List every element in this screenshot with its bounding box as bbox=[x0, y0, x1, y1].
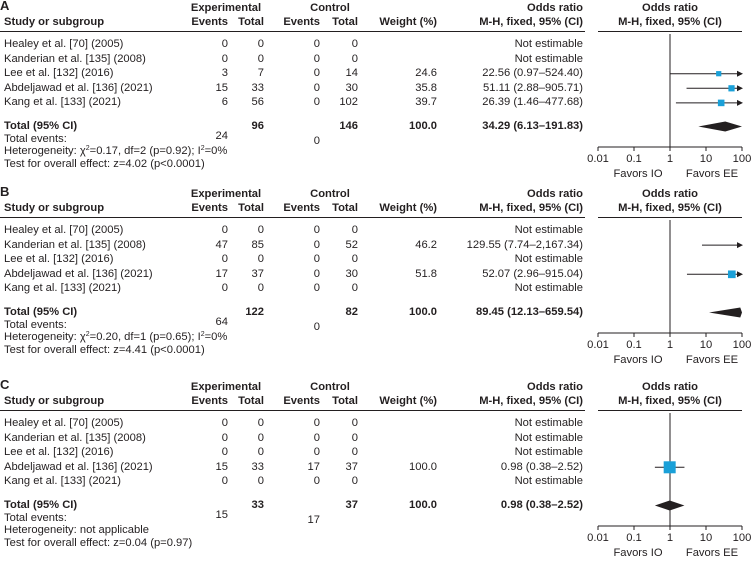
x-tick-label: 100 bbox=[732, 532, 752, 544]
x-tick-label: 1 bbox=[666, 339, 674, 351]
weight-value: 51.8 bbox=[415, 267, 437, 280]
exp-total: 7 bbox=[257, 67, 264, 80]
or-text-header-1: Odds ratio bbox=[527, 188, 583, 200]
ctl-events: 0 bbox=[313, 224, 320, 236]
or-text: Not estimable bbox=[514, 417, 583, 429]
x-tick-label: 0.01 bbox=[587, 153, 609, 165]
study-name: Healey et al. [70] (2005) bbox=[4, 38, 124, 50]
weight-header: Weight (%) bbox=[379, 202, 437, 214]
ctl-total: 102 bbox=[339, 96, 358, 109]
total-exp: 96 bbox=[251, 120, 264, 132]
or-text: 51.11 (2.88–905.71) bbox=[483, 81, 583, 94]
or-text-header-2: M-H, fixed, 95% (CI) bbox=[479, 16, 583, 28]
exp-total-header: Total bbox=[238, 395, 264, 407]
exp-total: 0 bbox=[257, 446, 264, 459]
total-events-label: Total events: bbox=[4, 319, 67, 331]
total-weight: 100.0 bbox=[409, 499, 437, 511]
total-weight: 100.0 bbox=[409, 306, 437, 318]
or-text: Not estimable bbox=[514, 52, 583, 65]
exp-total: 0 bbox=[257, 52, 264, 65]
ctl-total: 0 bbox=[351, 52, 358, 65]
favors-right-label: Favors EE bbox=[685, 547, 739, 559]
overall-effect-text: Test for overall effect: z=4.02 (p<0.0001) bbox=[4, 158, 205, 170]
study-name: Lee et al. [132] (2016) bbox=[4, 446, 114, 459]
study-header: Study or subgroup bbox=[4, 16, 105, 28]
total-events-label: Total events: bbox=[4, 512, 67, 524]
study-name: Lee et al. [132] (2016) bbox=[4, 253, 114, 266]
x-tick-label: 0.01 bbox=[587, 339, 609, 351]
heterogeneity-prefix: Heterogeneity: not applicable bbox=[4, 524, 149, 536]
x-tick-label: 100 bbox=[732, 153, 752, 165]
ctl-total: 0 bbox=[351, 224, 358, 236]
total-exp: 122 bbox=[245, 306, 264, 318]
exp-events: 0 bbox=[221, 475, 228, 488]
exp-events-header: Events bbox=[191, 395, 228, 407]
heterogeneity-sup2: 2 bbox=[200, 145, 205, 152]
heterogeneity-suffix: =0% bbox=[204, 331, 228, 343]
heterogeneity-suffix: =0% bbox=[204, 145, 228, 157]
or-text-header-2: M-H, fixed, 95% (CI) bbox=[479, 202, 583, 214]
experimental-header: Experimental bbox=[190, 2, 262, 14]
exp-total: 33 bbox=[251, 81, 264, 94]
or-text: 22.56 (0.97–524.40) bbox=[482, 67, 583, 80]
study-name: Healey et al. [70] (2005) bbox=[4, 224, 124, 236]
favors-right-label: Favors EE bbox=[685, 168, 739, 180]
ctl-total: 0 bbox=[351, 282, 358, 295]
total-events-ctl: 17 bbox=[307, 514, 320, 526]
or-text: 26.39 (1.46–477.68) bbox=[482, 96, 583, 109]
ctl-events-header: Events bbox=[283, 16, 320, 28]
study-name: Lee et al. [132] (2016) bbox=[4, 67, 114, 80]
total-label: Total (95% CI) bbox=[4, 120, 78, 132]
study-header: Study or subgroup bbox=[4, 202, 105, 214]
or-text: Not estimable bbox=[514, 431, 583, 444]
exp-events-header: Events bbox=[191, 202, 228, 214]
total-events-ctl: 0 bbox=[313, 135, 320, 147]
total-or-text: 0.98 (0.38–2.52) bbox=[500, 499, 583, 511]
ctl-events: 0 bbox=[313, 431, 320, 444]
x-tick-label: 1 bbox=[666, 153, 674, 165]
control-header: Control bbox=[310, 2, 350, 14]
exp-total: 0 bbox=[257, 417, 264, 429]
or-text: Not estimable bbox=[514, 446, 583, 459]
exp-total-header: Total bbox=[238, 202, 264, 214]
ctl-events: 0 bbox=[313, 475, 320, 488]
heterogeneity-mid: =0.20, df=1 (p=0.65); I bbox=[89, 331, 201, 343]
ctl-total: 0 bbox=[351, 446, 358, 459]
weight-value: 100.0 bbox=[409, 460, 437, 473]
or-plot-header-1: Odds ratio bbox=[642, 2, 698, 14]
total-exp: 33 bbox=[251, 499, 264, 511]
overall-effect-text: Test for overall effect: z=4.41 (p<0.0001) bbox=[4, 344, 205, 356]
ctl-total: 52 bbox=[345, 238, 358, 251]
ctl-events-header: Events bbox=[283, 202, 320, 214]
favors-left-label: Favors IO bbox=[613, 547, 663, 559]
exp-events: 15 bbox=[215, 460, 228, 473]
study-name: Kang et al. [133] (2021) bbox=[4, 96, 121, 109]
x-tick-label: 0.1 bbox=[626, 532, 642, 544]
exp-events: 17 bbox=[215, 267, 228, 280]
heterogeneity-mid: =0.17, df=2 (p=0.92); I bbox=[89, 145, 201, 157]
ctl-total: 14 bbox=[345, 67, 358, 80]
or-text-header-1: Odds ratio bbox=[527, 381, 583, 393]
ctl-total: 30 bbox=[345, 267, 358, 280]
or-plot-header-1: Odds ratio bbox=[642, 188, 698, 200]
favors-left-label: Favors IO bbox=[613, 354, 663, 366]
exp-total: 0 bbox=[257, 282, 264, 295]
study-header: Study or subgroup bbox=[4, 395, 105, 407]
total-weight: 100.0 bbox=[409, 120, 437, 132]
total-ctl: 146 bbox=[339, 120, 358, 132]
ctl-events: 0 bbox=[313, 38, 320, 50]
heterogeneity-sup: 2 bbox=[85, 145, 90, 152]
exp-events: 0 bbox=[221, 446, 228, 459]
total-events-exp: 24 bbox=[215, 130, 228, 142]
exp-events: 0 bbox=[221, 253, 228, 266]
exp-events-header: Events bbox=[191, 16, 228, 28]
exp-events: 15 bbox=[215, 81, 228, 94]
total-label: Total (95% CI) bbox=[4, 306, 78, 318]
weight-header: Weight (%) bbox=[379, 16, 437, 28]
exp-events: 6 bbox=[221, 96, 228, 109]
ctl-events: 0 bbox=[313, 267, 320, 280]
total-or-text: 34.29 (6.13–191.83) bbox=[482, 120, 583, 132]
ctl-events: 0 bbox=[313, 81, 320, 94]
exp-total: 85 bbox=[251, 238, 264, 251]
exp-events: 0 bbox=[221, 38, 228, 50]
exp-total: 37 bbox=[251, 267, 264, 280]
exp-total: 0 bbox=[257, 475, 264, 488]
study-name: Kanderian et al. [135] (2008) bbox=[4, 52, 146, 65]
study-name: Abdeljawad et al. [136] (2021) bbox=[4, 267, 153, 280]
study-name: Healey et al. [70] (2005) bbox=[4, 417, 124, 429]
exp-total: 33 bbox=[251, 460, 264, 473]
ctl-total: 37 bbox=[345, 460, 358, 473]
or-text: Not estimable bbox=[514, 475, 583, 488]
x-tick-label: 0.1 bbox=[626, 153, 642, 165]
total-or-text: 89.45 (12.13–659.54) bbox=[476, 306, 583, 318]
exp-events: 0 bbox=[221, 224, 228, 236]
weight-value: 24.6 bbox=[415, 67, 437, 80]
heterogeneity-sup: 2 bbox=[85, 331, 90, 338]
x-tick-label: 0.01 bbox=[587, 532, 609, 544]
or-text: 129.55 (7.74–2,167.34) bbox=[466, 238, 583, 251]
weight-value: 35.8 bbox=[415, 81, 437, 94]
ctl-events: 0 bbox=[313, 238, 320, 251]
overall-effect-text: Test for overall effect: z=0.04 (p=0.97) bbox=[4, 537, 193, 549]
ctl-events: 0 bbox=[313, 52, 320, 65]
or-text: Not estimable bbox=[514, 38, 583, 50]
experimental-header: Experimental bbox=[190, 381, 262, 393]
ctl-total: 0 bbox=[351, 431, 358, 444]
ctl-total: 30 bbox=[345, 81, 358, 94]
total-label: Total (95% CI) bbox=[4, 499, 78, 511]
ctl-total-header: Total bbox=[332, 395, 358, 407]
exp-events: 47 bbox=[215, 238, 228, 251]
panel-letter: C bbox=[0, 377, 10, 392]
ctl-events: 0 bbox=[313, 446, 320, 459]
x-tick-label: 100 bbox=[732, 339, 752, 351]
study-name: Kang et al. [133] (2021) bbox=[4, 475, 121, 488]
heterogeneity-prefix: Heterogeneity: χ bbox=[4, 331, 86, 343]
exp-total: 56 bbox=[251, 96, 264, 109]
study-name: Abdeljawad et al. [136] (2021) bbox=[4, 460, 153, 473]
study-name: Kanderian et al. [135] (2008) bbox=[4, 431, 146, 444]
or-text: Not estimable bbox=[514, 282, 583, 295]
ctl-events: 0 bbox=[313, 282, 320, 295]
or-text: Not estimable bbox=[514, 253, 583, 266]
control-header: Control bbox=[310, 188, 350, 200]
x-tick-label: 1 bbox=[666, 532, 674, 544]
or-plot-header-1: Odds ratio bbox=[642, 381, 698, 393]
weight-value: 46.2 bbox=[415, 238, 437, 251]
total-events-exp: 64 bbox=[215, 316, 228, 328]
exp-events: 0 bbox=[221, 417, 228, 429]
exp-events: 0 bbox=[221, 282, 228, 295]
point-estimate-square bbox=[664, 461, 676, 473]
x-tick-label: 0.1 bbox=[626, 339, 642, 351]
or-text: 0.98 (0.38–2.52) bbox=[500, 460, 583, 473]
or-plot-header-2: M-H, fixed, 95% (CI) bbox=[618, 202, 722, 214]
ctl-total: 0 bbox=[351, 38, 358, 50]
ctl-events: 0 bbox=[313, 253, 320, 266]
exp-events: 0 bbox=[221, 52, 228, 65]
exp-events: 0 bbox=[221, 431, 228, 444]
ctl-events: 17 bbox=[307, 460, 320, 473]
exp-total: 0 bbox=[257, 253, 264, 266]
heterogeneity-sup2: 2 bbox=[200, 331, 205, 338]
ctl-total: 0 bbox=[351, 417, 358, 429]
ctl-events: 0 bbox=[313, 67, 320, 80]
total-events-exp: 15 bbox=[215, 509, 228, 521]
total-ctl: 82 bbox=[345, 306, 358, 318]
favors-right-label: Favors EE bbox=[685, 354, 739, 366]
exp-events: 3 bbox=[221, 67, 228, 80]
or-text-header-1: Odds ratio bbox=[527, 2, 583, 14]
x-tick-label: 10 bbox=[699, 153, 713, 165]
ctl-events: 0 bbox=[313, 96, 320, 109]
or-text: Not estimable bbox=[514, 224, 583, 236]
control-header: Control bbox=[310, 381, 350, 393]
ctl-total-header: Total bbox=[332, 16, 358, 28]
or-text-header-2: M-H, fixed, 95% (CI) bbox=[479, 395, 583, 407]
ctl-total: 0 bbox=[351, 253, 358, 266]
ctl-total: 0 bbox=[351, 475, 358, 488]
x-tick-label: 10 bbox=[699, 532, 713, 544]
favors-left-label: Favors IO bbox=[613, 168, 663, 180]
exp-total: 0 bbox=[257, 224, 264, 236]
panel-letter: B bbox=[0, 184, 10, 199]
x-tick-label: 10 bbox=[699, 339, 713, 351]
total-ctl: 37 bbox=[345, 499, 358, 511]
ctl-total-header: Total bbox=[332, 202, 358, 214]
weight-value: 39.7 bbox=[415, 96, 437, 109]
or-plot-header-2: M-H, fixed, 95% (CI) bbox=[618, 395, 722, 407]
weight-header: Weight (%) bbox=[379, 395, 437, 407]
or-text: 52.07 (2.96–915.04) bbox=[482, 267, 583, 280]
exp-total-header: Total bbox=[238, 16, 264, 28]
or-plot-header-2: M-H, fixed, 95% (CI) bbox=[618, 16, 722, 28]
ctl-events-header: Events bbox=[283, 395, 320, 407]
experimental-header: Experimental bbox=[190, 188, 262, 200]
ctl-events: 0 bbox=[313, 417, 320, 429]
study-name: Abdeljawad et al. [136] (2021) bbox=[4, 81, 153, 94]
total-events-label: Total events: bbox=[4, 133, 67, 145]
study-name: Kang et al. [133] (2021) bbox=[4, 282, 121, 295]
summary-diamond bbox=[655, 501, 685, 511]
total-events-ctl: 0 bbox=[313, 321, 320, 333]
heterogeneity-prefix: Heterogeneity: χ bbox=[4, 145, 86, 157]
panel-letter: A bbox=[0, 0, 10, 13]
exp-total: 0 bbox=[257, 431, 264, 444]
study-name: Kanderian et al. [135] (2008) bbox=[4, 238, 146, 251]
exp-total: 0 bbox=[257, 38, 264, 50]
